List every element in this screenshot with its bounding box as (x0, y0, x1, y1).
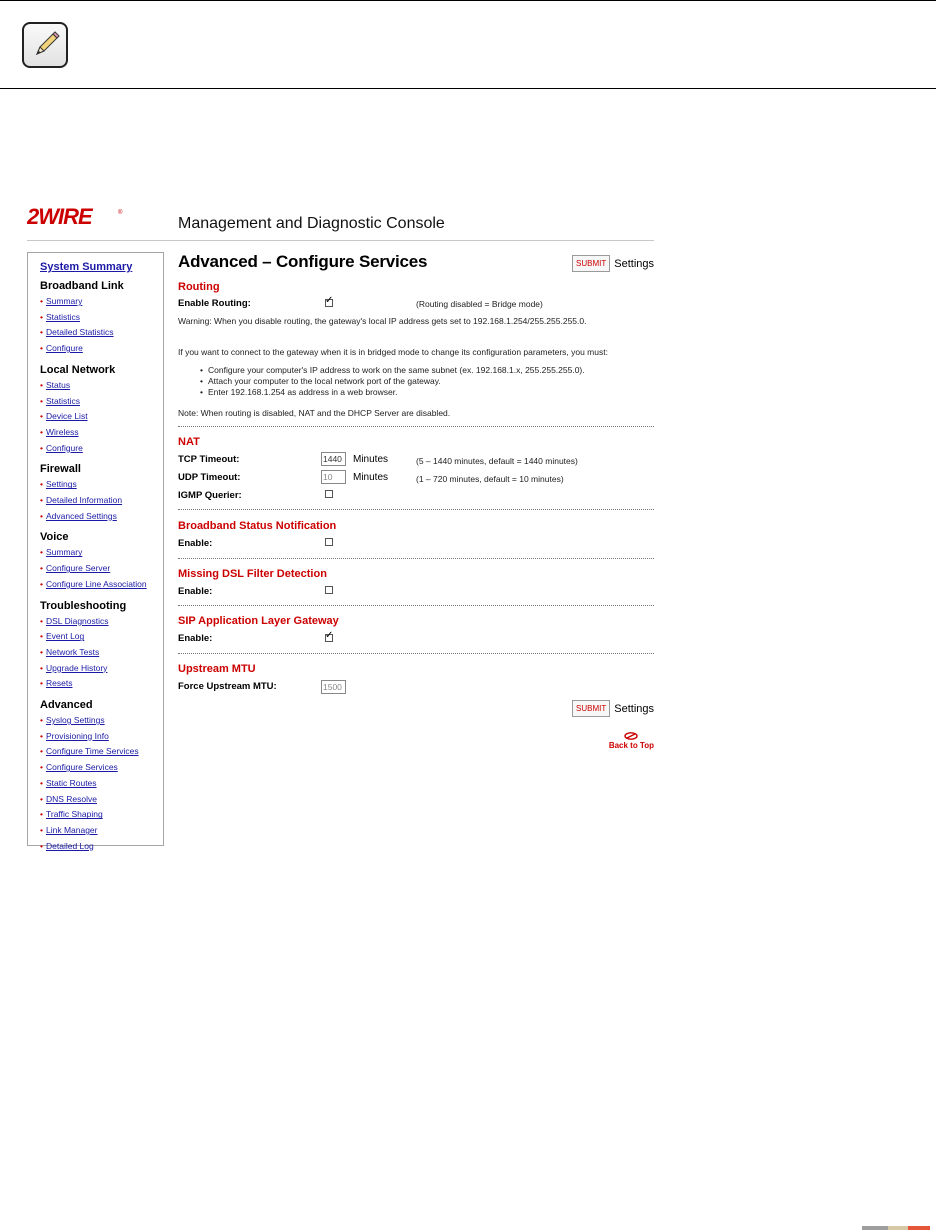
page-title: Advanced – Configure Services (178, 252, 428, 271)
sidebar-item-firewall-detailed-information[interactable]: • Detailed Information (40, 495, 123, 506)
sidebar-nav (27, 252, 164, 851)
footer-color-bar-tan (888, 1226, 908, 1230)
list-item: • Attach your computer to the local network port of the gateway. (200, 376, 585, 387)
sidebar-system-summary-link[interactable]: System Summary (40, 261, 133, 273)
back-to-top-link[interactable]: Back to Top (609, 732, 654, 750)
sidebar-group-title: Local Network (40, 363, 116, 376)
sidebar-item-syslog-settings[interactable]: • Syslog Settings (40, 715, 105, 726)
section-title-sip-alg: SIP Application Layer Gateway (178, 615, 339, 627)
sidebar-item-configure-services[interactable]: • Configure Services (40, 762, 118, 773)
routing-hint: (Routing disabled = Bridge mode) (416, 299, 543, 309)
sidebar-item-configure-time-services[interactable]: • Configure Time Services (40, 746, 139, 757)
routing-warning: Warning: When you disable routing, the gateway's local IP address gets set to 192.168.1.254/255.255.255.0. (178, 316, 587, 326)
sidebar-group-title: Voice (40, 531, 69, 544)
force-upstream-mtu-input[interactable]: 1500 (321, 680, 346, 694)
sidebar-item-firewall-settings[interactable]: • Settings (40, 479, 77, 490)
submit-settings-label: Settings (614, 257, 654, 270)
routing-note: Note: When routing is disabled, NAT and the DHCP Server are disabled. (178, 408, 451, 418)
enable-routing-checkbox[interactable] (325, 299, 333, 307)
sidebar-item-network-tests[interactable]: • Network Tests (40, 646, 100, 657)
sidebar-item-dns-resolve[interactable]: • DNS Resolve (40, 793, 98, 804)
sidebar-item-static-routes[interactable]: • Static Routes (40, 777, 97, 788)
sidebar-item-lan-status[interactable]: • Status (40, 379, 71, 390)
sidebar-item-broadband-statistics[interactable]: • Statistics (40, 311, 80, 322)
section-divider (178, 653, 654, 654)
footer-color-bar-gray (862, 1226, 888, 1230)
section-divider (178, 426, 654, 427)
section-title-upstream-mtu: Upstream MTU (178, 663, 256, 675)
submit-button-bottom[interactable]: SUBMIT (572, 700, 610, 717)
console-title: Management and Diagnostic Console (178, 215, 445, 232)
sidebar-item-lan-wireless[interactable]: • Wireless (40, 426, 79, 437)
sidebar-item-broadband-configure[interactable]: • Configure (40, 343, 83, 354)
tcp-timeout-label: TCP Timeout: (178, 454, 240, 465)
sidebar-item-firewall-advanced-settings[interactable]: • Advanced Settings (40, 510, 117, 521)
tcp-timeout-unit: Minutes (353, 454, 389, 465)
list-item: • Enter 192.168.1.254 as address in a web browser. (200, 387, 585, 398)
broadband-status-enable-label: Enable: (178, 538, 213, 549)
udp-timeout-hint: (1 – 720 minutes, default = 10 minutes) (416, 474, 564, 484)
udp-timeout-input[interactable]: 10 (321, 470, 346, 484)
sidebar-group-title: Firewall (40, 463, 81, 476)
bridge-mode-steps (200, 365, 585, 398)
missing-dsl-enable-checkbox[interactable] (325, 586, 333, 594)
section-divider (178, 509, 654, 510)
bottom-submit-group (572, 700, 654, 717)
sip-alg-enable-checkbox[interactable] (325, 634, 333, 642)
svg-text:®: ® (118, 210, 123, 216)
tcp-timeout-hint: (5 – 1440 minutes, default = 1440 minutes) (416, 456, 578, 466)
sidebar-item-broadband-summary[interactable]: • Summary (40, 296, 83, 306)
footer-color-bar-red (908, 1226, 930, 1230)
enable-routing-label: Enable Routing: (178, 298, 251, 309)
sidebar-item-voice-configure-server[interactable]: • Configure Server (40, 563, 111, 574)
submit-button-top[interactable]: SUBMIT (572, 255, 610, 272)
sidebar-item-provisioning-info[interactable]: • Provisioning Info (40, 730, 109, 741)
list-item: • Configure your computer's IP address to work on the same subnet (ex. 192.168.1.x, 255.255.255.0). (200, 365, 585, 376)
sidebar-item-event-log[interactable]: • Event Log (40, 631, 85, 642)
sidebar-item-dsl-diagnostics[interactable]: • DSL Diagnostics (40, 615, 109, 626)
section-divider (178, 605, 654, 606)
force-upstream-mtu-label: Force Upstream MTU: (178, 681, 277, 692)
sidebar-item-resets[interactable]: • Resets (40, 678, 73, 689)
sidebar-item-broadband-detailed-statistics[interactable]: • Detailed Statistics (40, 327, 114, 338)
section-divider (178, 558, 654, 559)
igmp-querier-checkbox[interactable] (325, 490, 333, 498)
sidebar-item-lan-configure[interactable]: • Configure (40, 442, 83, 453)
note-divider (0, 88, 936, 89)
sidebar-item-link-manager[interactable]: • Link Manager (40, 824, 98, 835)
document-top-rule (0, 0, 936, 1)
missing-dsl-enable-label: Enable: (178, 586, 213, 597)
section-title-broadband-status: Broadband Status Notification (178, 520, 337, 532)
sidebar-group-title: Troubleshooting (40, 599, 127, 612)
sidebar-item-upgrade-history[interactable]: • Upgrade History (40, 662, 108, 673)
tcp-timeout-input[interactable]: 1440 (321, 452, 346, 466)
svg-text:2WIRE: 2WIRE (27, 206, 92, 228)
2wire-logo (27, 206, 127, 233)
bridge-mode-intro: If you want to connect to the gateway when it is in bridged mode to change its configuration parameters, you must: (178, 347, 608, 357)
header-divider (27, 240, 654, 241)
sidebar-item-voice-configure-line-association[interactable]: • Configure Line Association (40, 578, 147, 589)
top-submit-group (572, 255, 654, 272)
broadband-status-enable-checkbox[interactable] (325, 538, 333, 546)
udp-timeout-label: UDP Timeout: (178, 472, 241, 483)
sidebar-item-lan-device-list[interactable]: • Device List (40, 411, 88, 422)
note-pencil-icon (22, 22, 68, 68)
udp-timeout-unit: Minutes (353, 472, 389, 483)
back-to-top-icon (624, 732, 638, 740)
sidebar-item-detailed-log[interactable]: • Detailed Log (40, 840, 94, 851)
igmp-querier-label: IGMP Querier: (178, 490, 242, 501)
submit-settings-label: Settings (614, 702, 654, 715)
sidebar-item-traffic-shaping[interactable]: • Traffic Shaping (40, 809, 103, 820)
sidebar-group-title: Advanced (40, 699, 93, 712)
sip-alg-enable-label: Enable: (178, 633, 213, 644)
sidebar-group-title: Broadband Link (40, 280, 124, 292)
section-title-missing-dsl: Missing DSL Filter Detection (178, 568, 327, 580)
sidebar-item-lan-statistics[interactable]: • Statistics (40, 395, 80, 406)
sidebar-item-voice-summary[interactable]: • Summary (40, 547, 83, 558)
section-title-nat: NAT (178, 436, 200, 448)
section-title-routing: Routing (178, 281, 220, 293)
